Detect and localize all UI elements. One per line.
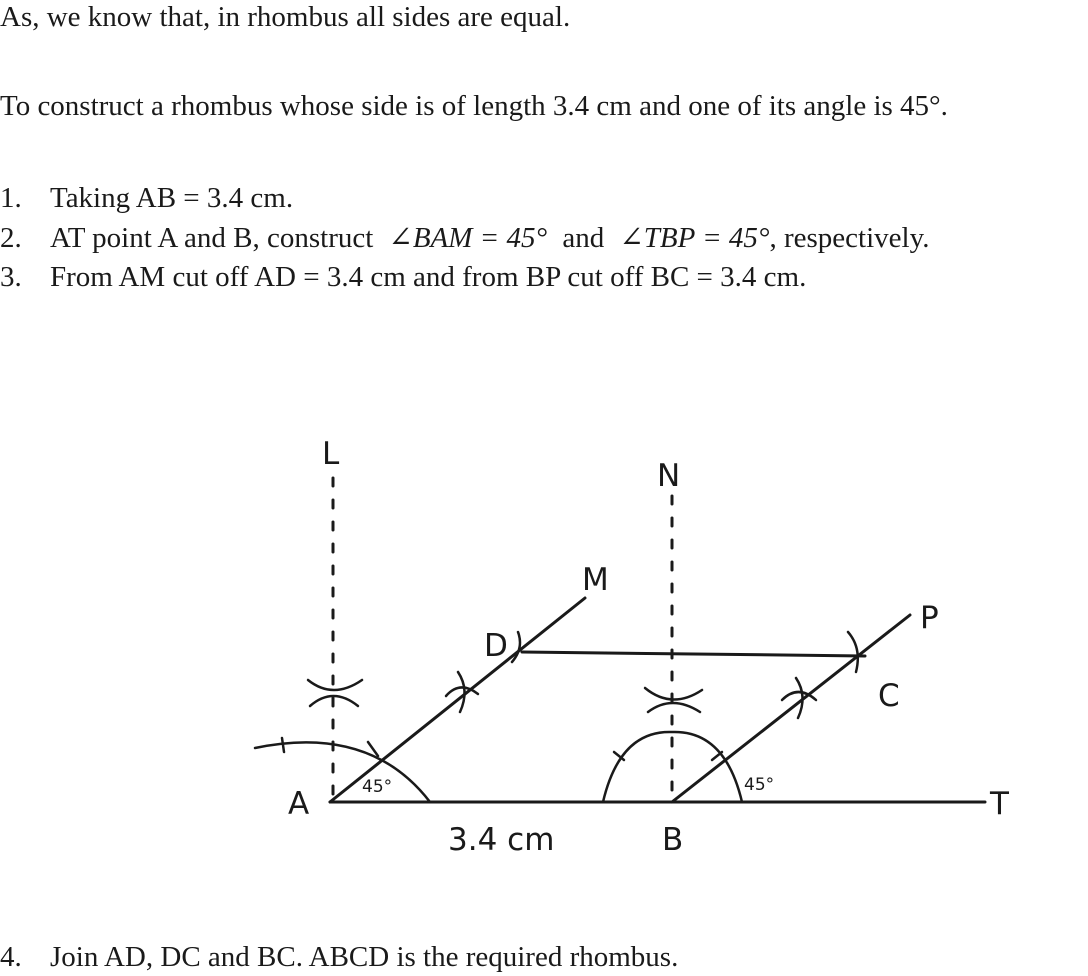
step-3 [0,260,806,294]
arc-mark-c [848,632,858,672]
step-4 [0,940,678,974]
step-number: 1. [0,182,22,214]
ray-bp [672,615,910,802]
step-number: 4. [0,941,22,973]
angle-bam: ∠BAM = 45° [388,222,548,254]
angle-a-label: 45° [362,777,393,797]
label-m: M [582,562,609,598]
intro-text: As, we know that, in rhombus all sides are equal. [0,1,571,33]
segment-dc [522,652,865,656]
label-l: L [322,436,340,472]
step-number: 2. [0,222,22,254]
step-text-post: , respectively. [769,222,930,254]
label-p: P [920,600,939,636]
cross-arc [648,703,700,712]
label-t: T [990,786,1009,822]
label-n: N [657,458,681,494]
ray-am [330,598,585,802]
step-text: Join AD, DC and BC. ABCD is the required rhombus. [50,941,679,973]
arc-tick [712,752,722,760]
step-2 [0,221,929,255]
cross-arc [308,680,362,690]
task-text: To construct a rhombus whose side is of length 3.4 cm and one of its angle is 45°. [0,90,948,122]
cross-arc [796,678,803,718]
angle-tbp: ∠TBP = 45° [619,222,770,254]
angle-b-label: 45° [744,775,775,795]
label-b: B [662,822,684,858]
step-1 [0,181,293,215]
rhombus-construction-figure [0,420,1088,880]
label-a: A [288,786,310,822]
side-length-label: 3.4 cm [448,822,555,858]
step-text: Taking AB = 3.4 cm. [50,182,294,214]
label-c: C [878,678,900,714]
arc-tick [282,738,284,752]
arc-mark-d [512,632,520,662]
step-text-mid: and [562,222,605,254]
step-text: From AM cut off AD = 3.4 cm and from BP cut off BC = 3.4 cm. [50,261,807,293]
step-text-pre: AT point A and B, construct [50,222,374,254]
label-d: D [484,628,508,664]
cross-arc [458,672,465,712]
step-number: 3. [0,261,22,293]
